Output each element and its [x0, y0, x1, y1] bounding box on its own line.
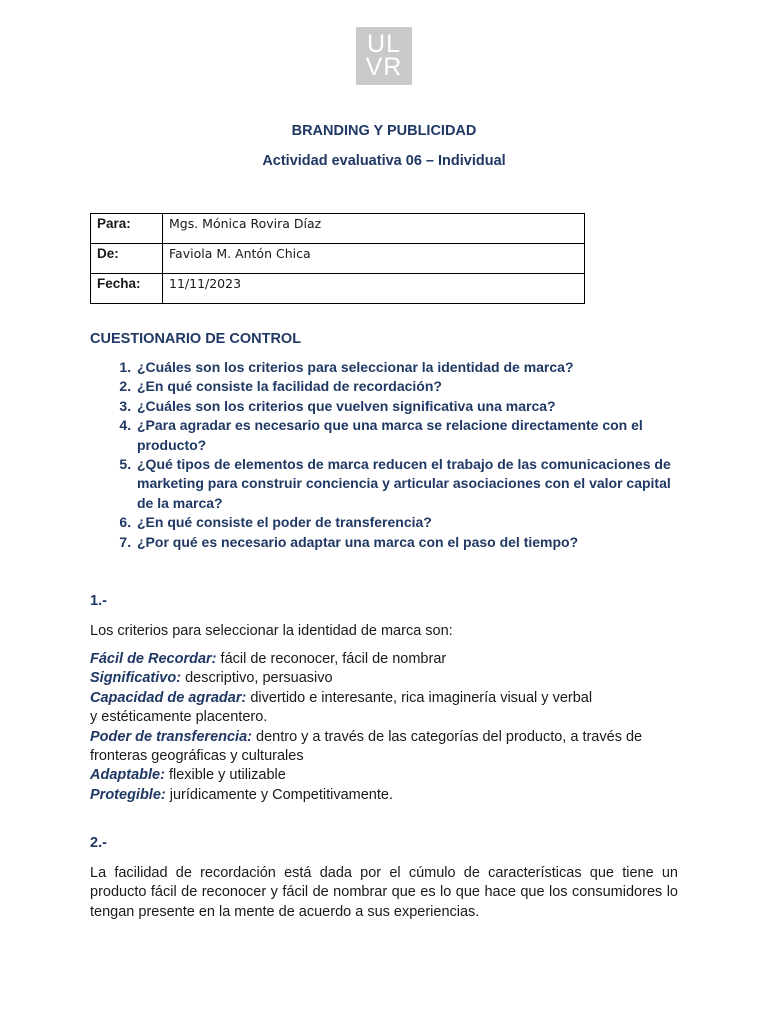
logo-line-1: UL — [367, 30, 401, 58]
criteria-item — [90, 669, 678, 688]
answer-2-number: 2.- — [90, 835, 107, 851]
criteria-item — [90, 708, 678, 727]
question-item: 2. ¿En qué consiste la facilidad de recordación? — [135, 377, 690, 396]
table-row — [91, 214, 585, 244]
criteria-list — [90, 650, 678, 805]
criteria-text: divertido e interesante, rica imaginería visual y verbal — [246, 689, 593, 706]
info-label-de: De: — [91, 244, 163, 274]
activity-title: Actividad evaluativa 06 – Individual — [262, 153, 506, 169]
table-row — [91, 244, 585, 274]
criteria-item — [90, 650, 678, 669]
info-value-de: Faviola M. Antón Chica — [163, 244, 585, 274]
answer-1-intro: Los criterios para seleccionar la identidad de marca son: — [90, 623, 453, 639]
criteria-text: dentro y a través de las categorías del producto, a través de fronteras geográficas y culturales — [90, 728, 643, 765]
question-item: 1. ¿Cuáles son los criterios para seleccionar la identidad de marca? — [135, 358, 690, 377]
criteria-text: y estéticamente placentero. — [90, 709, 268, 726]
criteria-term: Adaptable: — [90, 767, 165, 784]
question-list — [90, 358, 690, 552]
criteria-item — [90, 689, 678, 708]
logo-line-2: VR — [365, 53, 403, 81]
criteria-item — [90, 786, 678, 805]
question-item: 6. ¿En qué consiste el poder de transferencia? — [135, 513, 690, 532]
question-item: 4. ¿Para agradar es necesario que una marca se relacione directamente con el producto? — [135, 416, 690, 455]
criteria-term: Capacidad de agradar: — [90, 689, 247, 706]
answer-2-text: La facilidad de recordación está dada por el cúmulo de características que tiene un producto fácil de reconocer y fácil de nombrar que es lo que hace que los consumidores lo tengan presente en la mente de acuerdo a sus experiencias. — [90, 865, 678, 920]
criteria-term: Significativo: — [90, 670, 182, 687]
university-logo — [356, 27, 412, 85]
info-table — [90, 213, 585, 304]
criteria-term: Protegible: — [90, 786, 166, 803]
criteria-item — [90, 766, 678, 785]
info-value-para: Mgs. Mónica Rovira Díaz — [163, 214, 585, 244]
criteria-item — [90, 728, 678, 767]
question-item: 7. ¿Por qué es necesario adaptar una marca con el paso del tiempo? — [135, 533, 690, 552]
info-label-para: Para: — [91, 214, 163, 244]
criteria-text: descriptivo, persuasivo — [181, 670, 333, 687]
question-item: 5. ¿Qué tipos de elementos de marca reducen el trabajo de las comunicaciones de marketing para construir conciencia y articular asociaciones con el valor capital de la marca? — [135, 455, 690, 513]
criteria-term: Poder de transferencia: — [90, 728, 252, 745]
table-row — [91, 274, 585, 304]
info-label-fecha: Fecha: — [91, 274, 163, 304]
course-title: BRANDING Y PUBLICIDAD — [291, 123, 477, 139]
criteria-term: Fácil de Recordar: — [90, 651, 217, 667]
criteria-text: fácil de reconocer, fácil de nombrar — [216, 651, 447, 667]
criteria-text: jurídicamente y Competitivamente. — [165, 786, 393, 803]
criteria-text: flexible y utilizable — [164, 767, 286, 784]
questionnaire-heading: CUESTIONARIO DE CONTROL — [90, 331, 302, 347]
info-value-fecha: 11/11/2023 — [163, 274, 585, 304]
question-item: 3. ¿Cuáles son los criterios que vuelven significativa una marca? — [135, 397, 690, 416]
answer-1-number: 1.- — [90, 593, 107, 609]
